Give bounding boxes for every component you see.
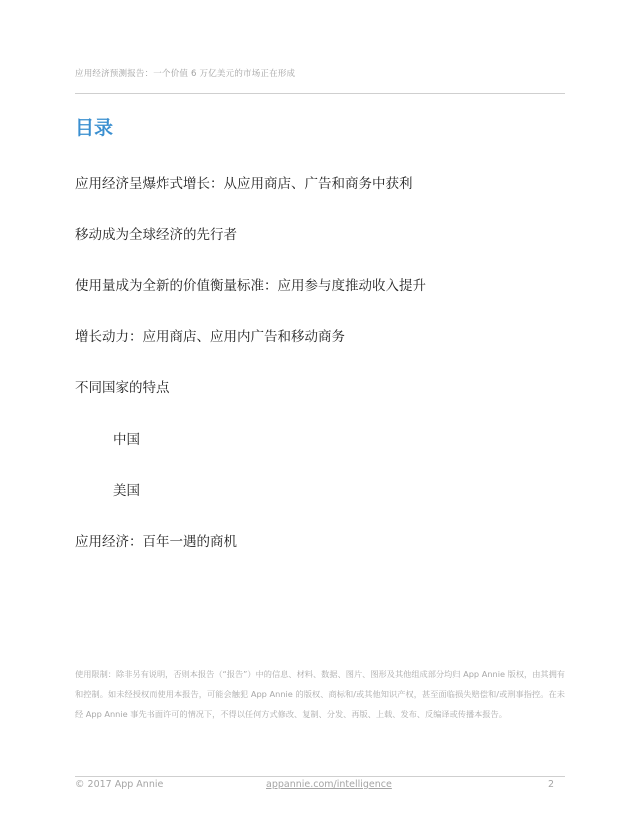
- toc-entry-opportunity[interactable]: 应用经济：百年一遇的商机: [75, 534, 237, 550]
- toc-entry-usa[interactable]: 美国: [113, 483, 140, 499]
- running-header: 应用经济预测报告：一个价值 6 万亿美元的市场正在形成: [75, 69, 296, 79]
- toc-entry-mobile-leader[interactable]: 移动成为全球经济的先行者: [75, 227, 237, 243]
- footer-divider: [75, 776, 565, 777]
- footer-copyright: © 2017 App Annie: [75, 779, 164, 790]
- toc-entry-china[interactable]: 中国: [113, 432, 140, 448]
- toc-title: 目录: [75, 117, 114, 139]
- toc-entry-usage-value[interactable]: 使用量成为全新的价值衡量标准：应用参与度推动收入提升: [75, 278, 426, 294]
- page-number: 2: [548, 779, 555, 790]
- usage-disclaimer: 使用限制：除非另有说明，否则本报告（“报告”）中的信息、材料、数据、图片、图形及其他组成部分均归 App Annie 版权，由其拥有和控制。如未经授权而使用本报告，可能会触犯 App Annie 的版权、商标和/或其他知识产权，甚至面临损失赔偿和/或刑事指控。在未经 App Annie 事先书面许可的情况下，不得以任何方式修改、复制、分发、再版、上载、发布、反编译或传播本报告。: [75, 669, 565, 719]
- toc-entry-app-economy-growth[interactable]: 应用经济呈爆炸式增长：从应用商店、广告和商务中获利: [75, 176, 413, 192]
- header-divider: [75, 93, 565, 94]
- toc-entry-growth-drivers[interactable]: 增长动力：应用商店、应用内广告和移动商务: [75, 329, 345, 345]
- toc-entry-country-characteristics[interactable]: 不同国家的特点: [75, 380, 170, 396]
- footer-link[interactable]: appannie.com/intelligence: [266, 779, 392, 790]
